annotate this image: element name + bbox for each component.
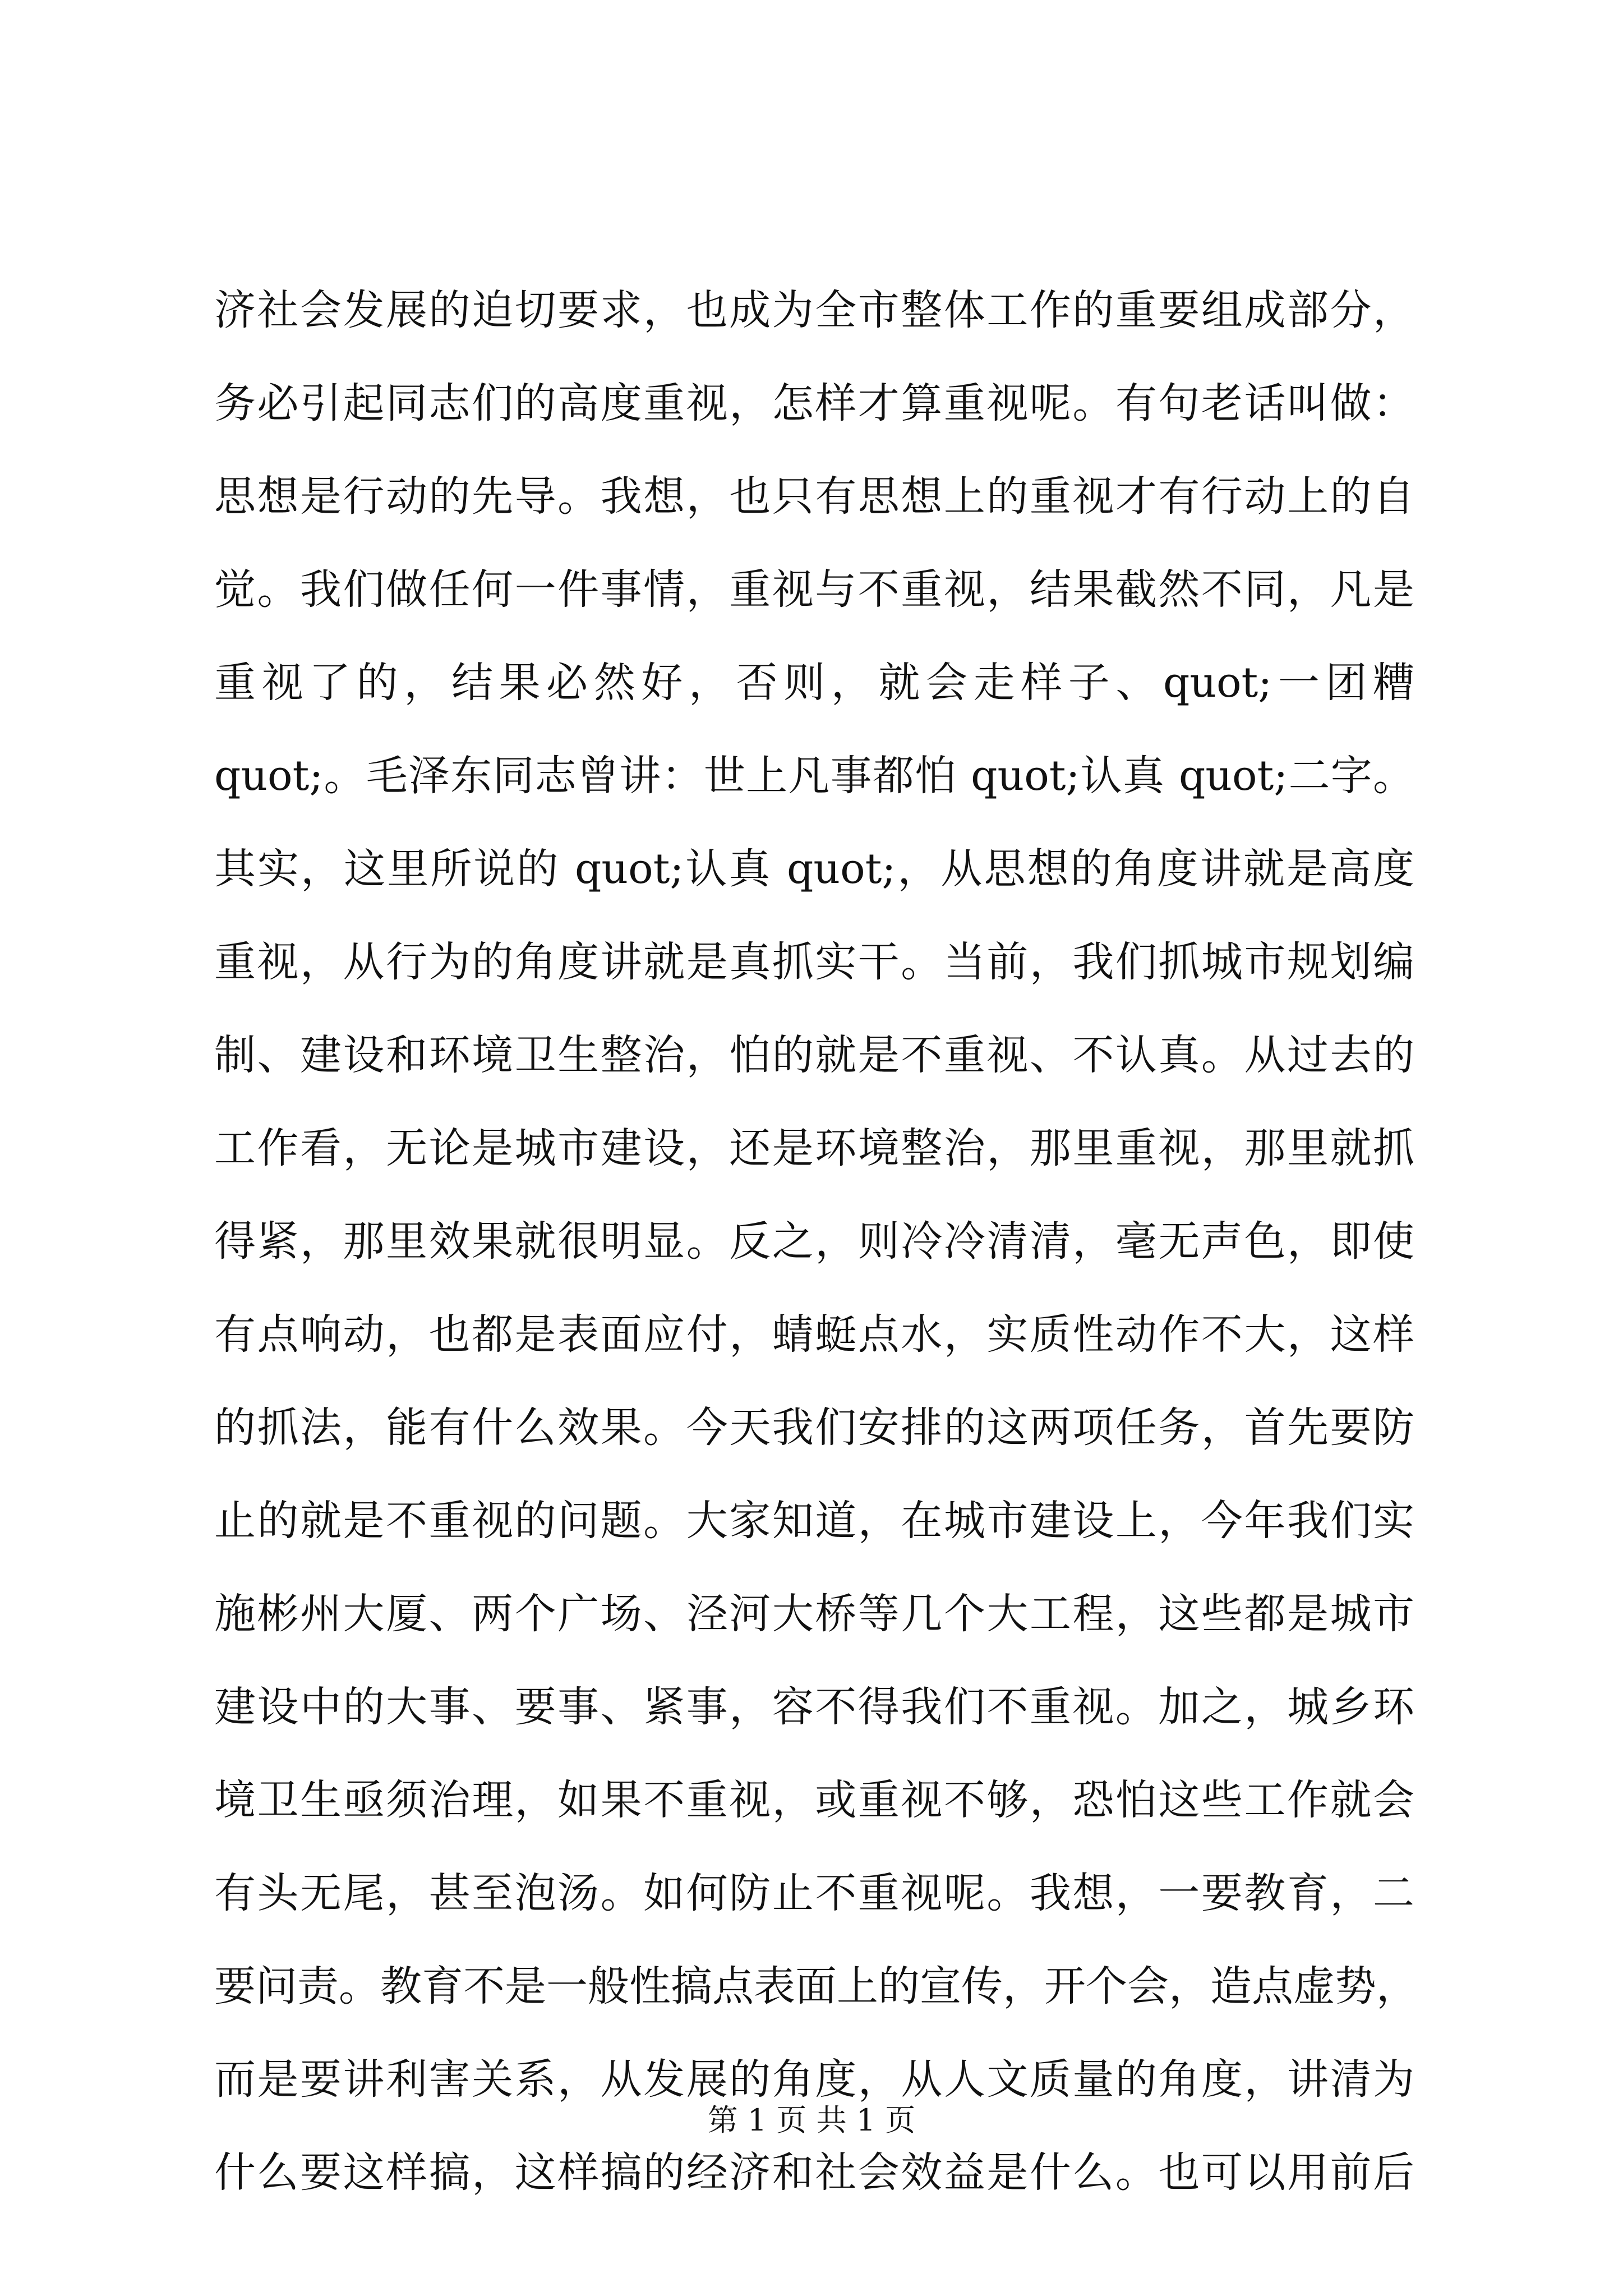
page-footer — [0, 2098, 1623, 2143]
text-line-15: 施彬州大厦、两个广场、泾河大桥等几个大工程，这些都是城市 — [214, 1590, 1414, 1638]
text-line-21: 什么要这样搞，这样搞的经济和社会效益是什么。也可以用前后 — [214, 2148, 1414, 2197]
text-line-4: 觉。我们做任何一件事情，重视与不重视，结果截然不同，凡是 — [214, 565, 1414, 614]
text-line-16: 建设中的大事、要事、紧事，容不得我们不重视。加之，城乡环 — [214, 1683, 1414, 1731]
text-line-9: 制、建设和环境卫生整治，怕的就是不重视、不认真。从过去的 — [214, 1031, 1414, 1079]
text-line-20: 而是要讲利害关系，从发展的角度，从人文质量的角度，讲清为 — [214, 2055, 1414, 2104]
text-line-12: 有点响动，也都是表面应付，蜻蜓点水，实质性动作不大，这样 — [214, 1310, 1414, 1359]
text-line-3: 思想是行动的先导。我想，也只有思想上的重视才有行动上的自 — [214, 472, 1414, 521]
text-line-18: 有头无尾，甚至泡汤。如何防止不重视呢。我想，一要教育，二 — [214, 1869, 1414, 1917]
text-line-17: 境卫生亟须治理，如果不重视，或重视不够，恐怕这些工作就会 — [214, 1776, 1414, 1824]
page-number-label: 第 1 页 共 1 页 — [707, 2102, 916, 2138]
text-line-1: 济社会发展的迫切要求，也成为全市整体工作的重要组成部分， — [214, 286, 1414, 334]
text-line-2: 务必引起同志们的高度重视，怎样才算重视呢。有句老话叫做： — [214, 379, 1414, 427]
text-line-10: 工作看，无论是城市建设，还是环境整治，那里重视，那里就抓 — [214, 1124, 1414, 1172]
text-line-13: 的抓法，能有什么效果。今天我们安排的这两项任务，首先要防 — [214, 1404, 1414, 1452]
text-line-5: 重视了的，结果必然好，否则，就会走样子、quot;一团糟 — [214, 659, 1414, 707]
text-line-8: 重视，从行为的角度讲就是真抓实干。当前，我们抓城市规划编 — [214, 938, 1414, 986]
text-line-19: 要问责。教育不是一般性搞点表面上的宣传，开个会，造点虚势， — [214, 1962, 1418, 2010]
text-line-11: 得紧，那里效果就很明显。反之，则冷冷清清，毫无声色，即使 — [214, 1217, 1414, 1266]
text-line-14: 止的就是不重视的问题。大家知道，在城市建设上，今年我们实 — [214, 1497, 1414, 1545]
text-line-6: quot;。毛泽东同志曾讲：世上凡事都怕 quot;认真 quot;二字。 — [214, 752, 1414, 800]
body-text — [214, 264, 1418, 2219]
text-line-7: 其实，这里所说的 quot;认真 quot;，从思想的角度讲就是高度 — [214, 845, 1414, 893]
